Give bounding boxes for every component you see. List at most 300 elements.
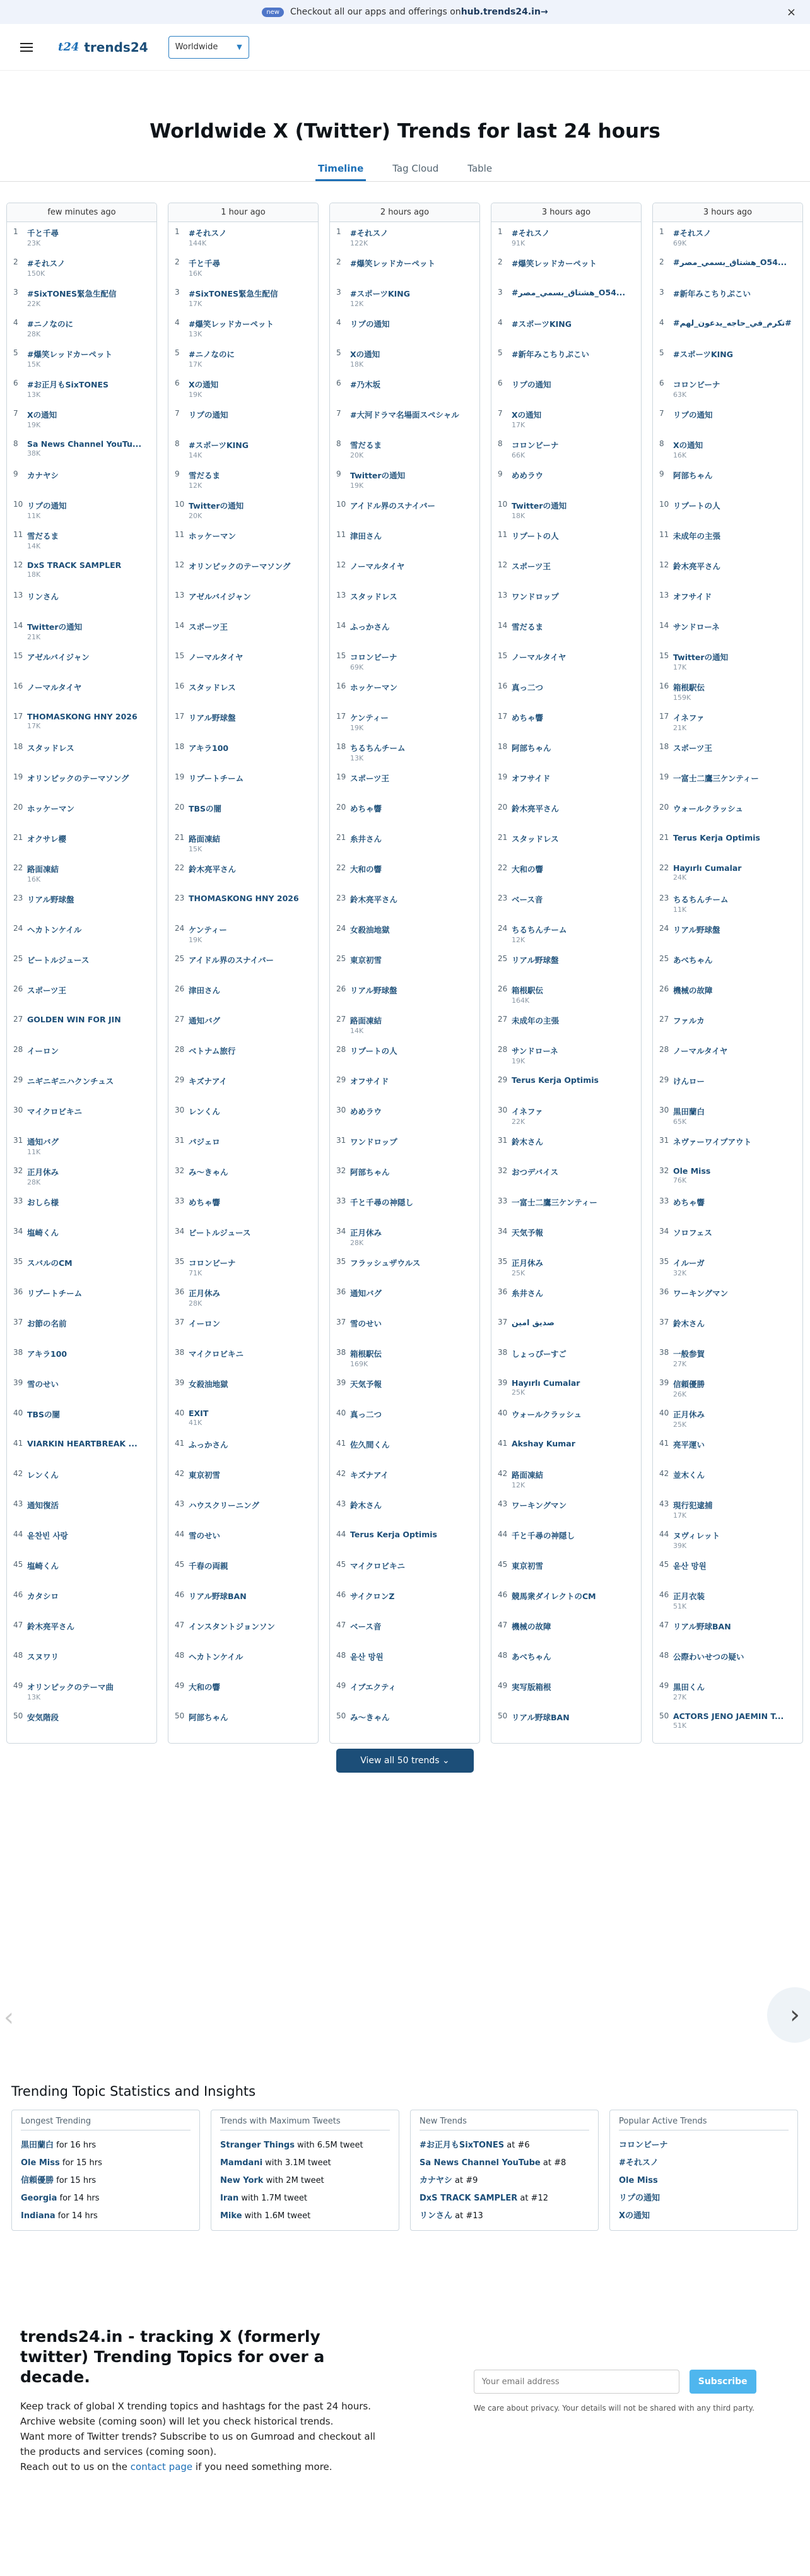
- trend-link[interactable]: カナヤシ: [27, 471, 59, 480]
- trend-link[interactable]: 公際わいせつの疑い: [673, 1652, 744, 1662]
- trend-link[interactable]: 並木くん: [673, 1470, 705, 1480]
- stat-trend-link[interactable]: Georgia: [21, 2194, 57, 2203]
- trend-link[interactable]: #爆笑レッドカーペット: [27, 350, 112, 359]
- trend-link[interactable]: 大和の響: [512, 865, 544, 874]
- trend-link[interactable]: Xの通知: [27, 410, 57, 420]
- trend-link[interactable]: サイクロンZ: [350, 1592, 395, 1601]
- trend-link[interactable]: ワンドロップ: [350, 1137, 397, 1147]
- trend-link[interactable]: #爆笑レッドカーペット: [350, 259, 435, 268]
- trend-link[interactable]: #それスノ: [189, 228, 227, 238]
- trend-link[interactable]: 鈴木亮平さん: [189, 865, 237, 874]
- trend-link[interactable]: #スポーツKING: [673, 350, 734, 359]
- trend-link[interactable]: 正月休み: [350, 1228, 382, 1238]
- trend-link[interactable]: 塩崎くん: [27, 1228, 59, 1238]
- trend-link[interactable]: 天気予報: [350, 1380, 382, 1389]
- trend-link[interactable]: 機械の故障: [673, 986, 713, 995]
- trend-info: [27, 1590, 153, 1616]
- trend-link[interactable]: めめラウ: [350, 1107, 382, 1116]
- tab-table[interactable]: Table: [467, 163, 493, 174]
- trend-link[interactable]: コロンビーナ: [350, 653, 397, 662]
- trend-info: [189, 1348, 314, 1373]
- trend-link[interactable]: リアル野球盤: [189, 713, 236, 723]
- trend-link[interactable]: 윤산 망원: [673, 1561, 707, 1571]
- trend-link[interactable]: サンドローネ: [673, 622, 720, 632]
- trend-link[interactable]: 塩崎くん: [27, 1561, 59, 1571]
- stat-trend-link[interactable]: Ole Miss: [619, 2176, 658, 2185]
- trend-link[interactable]: Terus Kerja Optimis: [673, 833, 760, 842]
- trend-link[interactable]: ビートルジュース: [27, 955, 90, 965]
- trend-link[interactable]: 一富士二鷹三ケンティー: [512, 1198, 597, 1207]
- trend-link[interactable]: パジェロ: [189, 1137, 220, 1147]
- trend-link[interactable]: アキラ100: [189, 743, 229, 753]
- trend-link[interactable]: リプートの人: [512, 531, 559, 541]
- trend-link[interactable]: イネファ: [512, 1107, 543, 1116]
- trend-info: [189, 257, 314, 283]
- trend-link[interactable]: 雪だるま: [512, 622, 544, 632]
- trend-link[interactable]: オフサイド: [512, 774, 551, 783]
- trend-link[interactable]: 黒田くん: [673, 1682, 705, 1692]
- trend-link[interactable]: THOMASKONG HNY 2026: [27, 712, 138, 721]
- trend-link[interactable]: スヌワリ: [27, 1652, 59, 1662]
- site-logo[interactable]: [58, 40, 148, 55]
- stat-trend-link[interactable]: New York: [220, 2176, 264, 2185]
- trend-link[interactable]: 女殺油地獄: [350, 925, 390, 935]
- stat-item: [220, 2137, 390, 2154]
- trend-link[interactable]: 千と千尋の神隠し: [350, 1198, 414, 1207]
- trend-item: [330, 858, 479, 889]
- trend-link[interactable]: 一般参賀: [673, 1349, 705, 1359]
- trend-link[interactable]: めちゃ響: [189, 1198, 221, 1207]
- trend-link[interactable]: ワーキングマン: [673, 1289, 729, 1298]
- trend-link[interactable]: #爆笑レッドカーペット: [189, 319, 274, 329]
- trend-link[interactable]: リプの通知: [27, 501, 67, 511]
- trend-link[interactable]: アイドル界のスナイパー: [189, 955, 274, 965]
- trend-link[interactable]: レンくん: [189, 1107, 220, 1116]
- trend-link[interactable]: オリンピックのテーマソング: [189, 562, 291, 571]
- tweet-count: 16K: [27, 875, 41, 883]
- trend-link[interactable]: マイクロビキニ: [189, 1349, 244, 1359]
- trend-link[interactable]: リアル野球BAN: [189, 1592, 247, 1601]
- trend-link[interactable]: 競馬衆ダイレクトのCM: [512, 1592, 596, 1601]
- trend-link[interactable]: ちるちんチーム: [512, 925, 567, 935]
- trend-link[interactable]: #SixTONES緊急生配信: [27, 289, 117, 298]
- trend-link[interactable]: 正月休み: [189, 1289, 221, 1298]
- trend-link[interactable]: サンドローネ: [512, 1046, 558, 1056]
- trend-link[interactable]: ノーマルタイヤ: [512, 653, 566, 662]
- trend-link[interactable]: #乃木坂: [350, 380, 380, 389]
- trend-item: [330, 1040, 479, 1070]
- trend-link[interactable]: 路面凍結: [189, 834, 221, 844]
- trend-link[interactable]: ホッケーマン: [350, 683, 398, 692]
- trend-link[interactable]: めちゃ響: [673, 1198, 705, 1207]
- trend-link[interactable]: 佐久間くん: [350, 1440, 390, 1450]
- trend-link[interactable]: #それスノ: [27, 259, 66, 268]
- stat-trend-link[interactable]: #それスノ: [619, 2158, 659, 2168]
- trend-link[interactable]: リプの通知: [512, 380, 551, 389]
- trend-link[interactable]: 阿部ちゃん: [189, 1713, 228, 1722]
- trend-link[interactable]: レンくん: [27, 1470, 59, 1480]
- email-field[interactable]: [474, 2370, 679, 2394]
- trend-link[interactable]: イーロン: [189, 1319, 221, 1328]
- trend-link[interactable]: TBSの闇: [189, 804, 222, 813]
- trend-link[interactable]: ワンドロップ: [512, 592, 559, 601]
- trend-link[interactable]: Twitterの通知: [673, 653, 729, 662]
- trend-link[interactable]: 実写版箱根: [512, 1682, 551, 1692]
- trend-link[interactable]: 東京初雪: [512, 1561, 544, 1571]
- trend-link[interactable]: イーロン: [27, 1046, 59, 1056]
- trend-link[interactable]: 鈴木亮平さん: [27, 1622, 75, 1631]
- trend-link[interactable]: Twitterの通知: [350, 471, 406, 480]
- trend-link[interactable]: #ニノなのに: [189, 350, 235, 359]
- trend-link[interactable]: ケンティー: [189, 925, 227, 935]
- trend-link[interactable]: 箱根駅伝: [512, 986, 544, 995]
- trend-link[interactable]: スタッドレス: [189, 683, 236, 692]
- trend-link[interactable]: ソロフェス: [673, 1228, 712, 1238]
- trend-link[interactable]: 正月休み: [512, 1258, 544, 1268]
- stat-trend-link[interactable]: Sa News Channel YouTube: [420, 2158, 541, 2168]
- trend-link[interactable]: スポーツ王: [512, 562, 551, 571]
- trend-link[interactable]: ベース音: [512, 895, 543, 904]
- trend-link[interactable]: 安気階段: [27, 1713, 59, 1722]
- trend-link[interactable]: お節の名前: [27, 1319, 67, 1328]
- trend-link[interactable]: 通知バグ: [350, 1289, 382, 1298]
- stat-trend-link[interactable]: リンさん: [420, 2211, 453, 2221]
- trend-link[interactable]: アイドル界のスナイパー: [350, 501, 436, 511]
- trend-link[interactable]: ケンティー: [350, 713, 389, 723]
- trend-link[interactable]: 雪のせい: [350, 1319, 382, 1328]
- trend-link[interactable]: キズナアイ: [189, 1077, 227, 1086]
- stat-trend-link[interactable]: Mike: [220, 2211, 242, 2221]
- trend-item: [491, 1555, 641, 1585]
- column-timestamp: 2 hours ago: [330, 203, 479, 222]
- trend-link[interactable]: ネヴァーワイプアウト: [673, 1137, 752, 1147]
- stat-trend-link[interactable]: Indiana: [21, 2211, 56, 2221]
- trend-link[interactable]: コロンビーナ: [189, 1258, 236, 1268]
- trend-link[interactable]: めちゃ響: [512, 713, 544, 723]
- trend-link[interactable]: DxS TRACK SAMPLER: [27, 560, 122, 570]
- trend-link[interactable]: ベース音: [350, 1622, 382, 1631]
- trend-link[interactable]: 雪だるま: [189, 471, 221, 480]
- stat-trend-link[interactable]: 黒田蘭白: [21, 2141, 54, 2150]
- trend-link[interactable]: 糸井さん: [512, 1289, 544, 1298]
- trend-link[interactable]: Hayırlı Cumalar: [512, 1378, 580, 1388]
- trend-link[interactable]: Xの通知: [673, 440, 703, 450]
- trend-link[interactable]: VIARKIN HEARTBREAK ...: [27, 1439, 138, 1448]
- trend-link[interactable]: 路面凍結: [512, 1470, 544, 1480]
- trend-link[interactable]: マイクロビキニ: [350, 1561, 406, 1571]
- trend-link[interactable]: #هشتاق_بسمي_مصر_O54...: [673, 257, 787, 267]
- trend-link[interactable]: 津田さん: [189, 986, 221, 995]
- trend-link[interactable]: #新年みこちりぷこい: [512, 350, 589, 359]
- trend-item: [653, 1161, 802, 1191]
- trend-link[interactable]: オフサイド: [350, 1077, 389, 1086]
- trend-link[interactable]: 千と千尋の神隠し: [512, 1531, 575, 1540]
- trend-link[interactable]: カタシロ: [27, 1592, 59, 1601]
- trend-link[interactable]: ACTORS JENO JAEMIN T...: [673, 1711, 784, 1721]
- trend-link[interactable]: リプートの人: [350, 1046, 397, 1056]
- trend-link[interactable]: 雪だるま: [350, 440, 382, 450]
- trend-link[interactable]: TBSの闇: [27, 1410, 61, 1419]
- trend-rank: 50: [175, 1711, 185, 1720]
- trend-link[interactable]: 東京初雪: [350, 955, 382, 965]
- stat-trend-link[interactable]: 信頼優勝: [21, 2176, 54, 2185]
- trend-link[interactable]: 天気予報: [512, 1228, 544, 1238]
- trend-link[interactable]: リアル野球BAN: [673, 1622, 731, 1631]
- trend-link[interactable]: ちるちんチーム: [350, 743, 406, 753]
- trend-link[interactable]: マイクロビキニ: [27, 1107, 83, 1116]
- stat-trend-link[interactable]: Stranger Things: [220, 2141, 295, 2150]
- trend-link[interactable]: 雪のせい: [27, 1380, 59, 1389]
- trend-link[interactable]: #それスノ: [673, 228, 712, 238]
- trend-link[interactable]: リプートチーム: [27, 1289, 83, 1298]
- trend-link[interactable]: ノーマルタイヤ: [27, 683, 82, 692]
- trend-link[interactable]: 真っ二つ: [350, 1410, 382, 1419]
- carousel-prev-icon[interactable]: ‹: [4, 2003, 14, 2032]
- trend-link[interactable]: Hayırlı Cumalar: [673, 863, 742, 873]
- trend-link[interactable]: リアル野球盤: [512, 955, 559, 965]
- trend-link[interactable]: 雪だるま: [27, 531, 59, 541]
- trend-link[interactable]: 路面凍結: [27, 865, 59, 874]
- trend-link[interactable]: ホッケーマン: [189, 531, 237, 541]
- trend-link[interactable]: リアル野球盤: [27, 895, 74, 904]
- trend-link[interactable]: アキラ100: [27, 1349, 68, 1359]
- trend-link[interactable]: おつデバイス: [512, 1167, 559, 1177]
- subscribe-button[interactable]: Subscribe: [690, 2370, 756, 2394]
- trend-link[interactable]: アゼルバイジャン: [27, 653, 90, 662]
- trend-link[interactable]: 通知バグ: [27, 1137, 59, 1147]
- trend-link[interactable]: 윤산 망원: [350, 1652, 384, 1662]
- close-icon[interactable]: ×: [786, 6, 796, 19]
- trend-link[interactable]: リプの通知: [673, 410, 713, 420]
- trend-link[interactable]: 鈴木亮平さん: [673, 562, 721, 571]
- trend-link[interactable]: 通知バグ: [189, 1016, 221, 1025]
- trend-link[interactable]: Xの通知: [512, 410, 542, 420]
- trend-link[interactable]: ベトナム旅行: [189, 1046, 236, 1056]
- tab-tag-cloud[interactable]: Tag Cloud: [392, 163, 439, 174]
- trend-link[interactable]: ふっかさん: [189, 1440, 228, 1450]
- trend-link[interactable]: ハウスクリーニング: [189, 1501, 259, 1510]
- trend-link[interactable]: 津田さん: [350, 531, 382, 541]
- trend-link[interactable]: GOLDEN WIN FOR JIN: [27, 1015, 121, 1024]
- region-select[interactable]: [168, 36, 249, 59]
- trend-link[interactable]: Xの通知: [189, 380, 219, 389]
- carousel-next-icon[interactable]: ›: [767, 1987, 810, 2043]
- trend-link[interactable]: 正月休み: [27, 1167, 59, 1177]
- trend-link[interactable]: スポーツ王: [350, 774, 390, 783]
- trend-link[interactable]: リプートチーム: [189, 774, 244, 783]
- trend-link[interactable]: 千と千尋: [189, 259, 221, 268]
- trend-link[interactable]: スタッドレス: [27, 743, 74, 753]
- trend-link[interactable]: み～きゃん: [350, 1713, 390, 1722]
- trend-link[interactable]: 一富士二鷹三ケンティー: [673, 774, 759, 783]
- trend-link[interactable]: あべちゃん: [512, 1652, 551, 1662]
- trend-link[interactable]: インスタントジョンソン: [189, 1622, 275, 1631]
- trend-link[interactable]: アゼルバイジャン: [189, 592, 251, 601]
- stat-trend-link[interactable]: DxS TRACK SAMPLER: [420, 2194, 518, 2203]
- trend-link[interactable]: #新年みこちりぷこい: [673, 289, 751, 298]
- stat-trend-link[interactable]: Ole Miss: [21, 2158, 60, 2168]
- stat-trend-link[interactable]: コロンビーナ: [619, 2141, 668, 2150]
- trend-link[interactable]: 大和の響: [350, 865, 382, 874]
- trend-link[interactable]: ふっかさん: [350, 622, 390, 632]
- trend-link[interactable]: ホッケーマン: [27, 804, 75, 813]
- trend-link[interactable]: #تكرم_في_حاجه_يدعون_لهم#: [673, 318, 792, 328]
- trend-link[interactable]: #SixTONES緊急生配信: [189, 289, 278, 298]
- trend-link[interactable]: 亮平運い: [673, 1440, 705, 1450]
- trend-link[interactable]: リプの通知: [350, 319, 390, 329]
- trend-link[interactable]: 鈴木さん: [350, 1501, 382, 1510]
- trend-link[interactable]: スタッドレス: [512, 834, 559, 844]
- trend-link[interactable]: 未成年の主張: [512, 1016, 560, 1025]
- trend-link[interactable]: 阿部ちゃん: [512, 743, 551, 753]
- trend-link[interactable]: オフサイド: [673, 592, 712, 601]
- trend-link[interactable]: あべちゃん: [673, 955, 713, 965]
- trend-link[interactable]: Twitterの通知: [27, 622, 83, 632]
- trend-link[interactable]: #お正月もSixTONES: [27, 380, 109, 389]
- trend-link[interactable]: 糸井さん: [350, 834, 382, 844]
- trend-link[interactable]: オリンピックのテーマ曲: [27, 1682, 114, 1692]
- trend-link[interactable]: #هشتاق_بسمي_مصر_O54...: [512, 288, 626, 297]
- trend-link[interactable]: 通知復活: [27, 1501, 59, 1510]
- trend-link[interactable]: コロンビーナ: [512, 440, 559, 450]
- trend-link[interactable]: 機械の故障: [512, 1622, 551, 1631]
- trend-link[interactable]: 鈴木亮平さん: [350, 895, 398, 904]
- trend-link[interactable]: ウォールクラッシュ: [512, 1410, 582, 1419]
- trend-link[interactable]: めちゃ響: [350, 804, 382, 813]
- trend-item: [491, 767, 641, 798]
- trend-link[interactable]: スバルのCM: [27, 1258, 73, 1268]
- trend-link[interactable]: 千春の両親: [189, 1561, 228, 1571]
- trend-link[interactable]: Xの通知: [350, 350, 380, 359]
- trend-link[interactable]: 東京初雪: [189, 1470, 221, 1480]
- trend-link[interactable]: 真っ二つ: [512, 683, 544, 692]
- trend-link[interactable]: 正月休み: [673, 1410, 705, 1419]
- trend-link[interactable]: EXIT: [189, 1409, 209, 1418]
- trend-link[interactable]: オリンピックのテーマソング: [27, 774, 129, 783]
- trend-link[interactable]: #スポーツKING: [350, 289, 411, 298]
- stat-trend-link[interactable]: カナヤシ: [420, 2176, 452, 2185]
- trend-link[interactable]: THOMASKONG HNY 2026: [189, 894, 299, 903]
- trend-link[interactable]: ビートルジュース: [189, 1228, 251, 1238]
- trend-link[interactable]: ニギニギニハクンチュス: [27, 1077, 114, 1086]
- stat-trend-link[interactable]: Xの通知: [619, 2211, 650, 2221]
- trend-link[interactable]: ちるちんチーム: [673, 895, 729, 904]
- trend-link[interactable]: 鈴木さん: [512, 1137, 544, 1147]
- trend-link[interactable]: Twitterの通知: [512, 501, 567, 511]
- trend-link[interactable]: リンさん: [27, 592, 59, 601]
- trend-link[interactable]: けんロー: [673, 1077, 705, 1086]
- stat-trend-link[interactable]: Mamdani: [220, 2158, 263, 2168]
- trend-link[interactable]: #それスノ: [350, 228, 389, 238]
- trend-link[interactable]: イネファ: [673, 713, 705, 723]
- trend-link[interactable]: 雪のせい: [189, 1531, 221, 1540]
- trend-link[interactable]: #大河ドラマ名場面スペシャル: [350, 410, 459, 420]
- trend-link[interactable]: ヌヴィレット: [673, 1531, 720, 1540]
- trend-link[interactable]: 箱根駅伝: [350, 1349, 382, 1359]
- trend-link[interactable]: ウォールクラッシュ: [673, 804, 744, 813]
- trend-link[interactable]: リアル野球BAN: [512, 1713, 570, 1722]
- trend-link[interactable]: イルーガ: [673, 1258, 705, 1268]
- trend-link[interactable]: #スポーツKING: [189, 440, 249, 450]
- stat-trend-link[interactable]: リプの通知: [619, 2194, 660, 2203]
- trend-link[interactable]: ヘカトンケイル: [27, 925, 82, 935]
- trend-link[interactable]: Terus Kerja Optimis: [512, 1075, 599, 1085]
- trend-link[interactable]: 信頼優勝: [673, 1380, 705, 1389]
- trend-rank: 34: [175, 1227, 185, 1236]
- trend-link[interactable]: スポーツ王: [673, 743, 713, 753]
- trend-link[interactable]: Twitterの通知: [189, 501, 244, 511]
- trend-link[interactable]: リプの通知: [189, 410, 228, 420]
- trend-item: [330, 434, 479, 464]
- trend-link[interactable]: 阿部ちゃん: [350, 1167, 390, 1177]
- trend-link[interactable]: 箱根駅伝: [673, 683, 705, 692]
- stat-trend-link[interactable]: #お正月もSixTONES: [420, 2141, 505, 2150]
- trend-link[interactable]: Ole Miss: [673, 1166, 711, 1176]
- trend-link[interactable]: 正月衣装: [673, 1592, 705, 1601]
- trend-link[interactable]: み～きゃん: [189, 1167, 228, 1177]
- trend-link[interactable]: 鈴木さん: [673, 1319, 705, 1328]
- trend-link[interactable]: 大和の響: [189, 1682, 221, 1692]
- view-all-trends-button[interactable]: [336, 1749, 474, 1773]
- trend-rank: 27: [336, 1015, 346, 1024]
- trend-link[interactable]: ヘカトンケイル: [189, 1652, 244, 1662]
- trend-link[interactable]: 黒田蘭白: [673, 1107, 705, 1116]
- trend-link[interactable]: ファルカ: [673, 1016, 705, 1025]
- contact-page-link[interactable]: contact page: [130, 2461, 193, 2473]
- trend-link[interactable]: ノーマルタイヤ: [189, 653, 244, 662]
- trend-link[interactable]: めめラウ: [512, 471, 544, 480]
- trend-link[interactable]: #スポーツKING: [512, 319, 572, 329]
- trend-link[interactable]: 女殺油地獄: [189, 1380, 228, 1389]
- trend-link[interactable]: スポーツ王: [189, 622, 228, 632]
- trend-link[interactable]: リアル野球盤: [350, 986, 397, 995]
- trend-link[interactable]: リアル野球盤: [673, 925, 720, 935]
- trend-link[interactable]: صديق امين: [512, 1318, 555, 1327]
- trend-link[interactable]: 未成年の主張: [673, 531, 721, 541]
- trend-link[interactable]: Akshay Kumar: [512, 1439, 575, 1448]
- trend-link[interactable]: コロンビーナ: [673, 380, 720, 389]
- trend-link[interactable]: 鈴木亮平さん: [512, 804, 560, 813]
- tab-timeline[interactable]: Timeline: [315, 163, 366, 181]
- trend-link[interactable]: ノーマルタイヤ: [350, 562, 405, 571]
- trend-link[interactable]: しょっぴーすご: [512, 1349, 566, 1359]
- trend-link[interactable]: #それスノ: [512, 228, 550, 238]
- trend-link[interactable]: #ニノなのに: [27, 319, 73, 329]
- trend-link[interactable]: 阿部ちゃん: [673, 471, 713, 480]
- trend-link[interactable]: スタッドレス: [350, 592, 397, 601]
- trend-link[interactable]: オクサレ櫻: [27, 834, 67, 844]
- trend-link[interactable]: キズナアイ: [350, 1470, 389, 1480]
- trend-link[interactable]: Sa News Channel YouTu...: [27, 439, 142, 449]
- trend-link[interactable]: 路面凍結: [350, 1016, 382, 1025]
- trend-link[interactable]: フラッシュザウルス: [350, 1258, 421, 1268]
- stat-trend-link[interactable]: Iran: [220, 2194, 239, 2203]
- trend-link[interactable]: ワーキングマン: [512, 1501, 567, 1510]
- trend-rank: 10: [175, 500, 185, 509]
- trend-link[interactable]: 現行犯逮捕: [673, 1501, 713, 1510]
- trend-link[interactable]: イブエクティ: [350, 1682, 397, 1692]
- hub-link[interactable]: hub.trends24.in: [461, 7, 541, 17]
- trend-link[interactable]: リプートの人: [673, 501, 720, 511]
- trend-link[interactable]: 千と千尋: [27, 228, 59, 238]
- trend-link[interactable]: ノーマルタイヤ: [673, 1046, 728, 1056]
- trend-link[interactable]: スポーツ王: [27, 986, 67, 995]
- trend-link[interactable]: おしら様: [27, 1198, 59, 1207]
- trend-link[interactable]: #爆笑レッドカーペット: [512, 259, 597, 268]
- trend-link[interactable]: Terus Kerja Optimis: [350, 1530, 437, 1539]
- hamburger-menu-icon[interactable]: [20, 43, 33, 52]
- trend-link[interactable]: 윤찬빈 사랑: [27, 1531, 68, 1540]
